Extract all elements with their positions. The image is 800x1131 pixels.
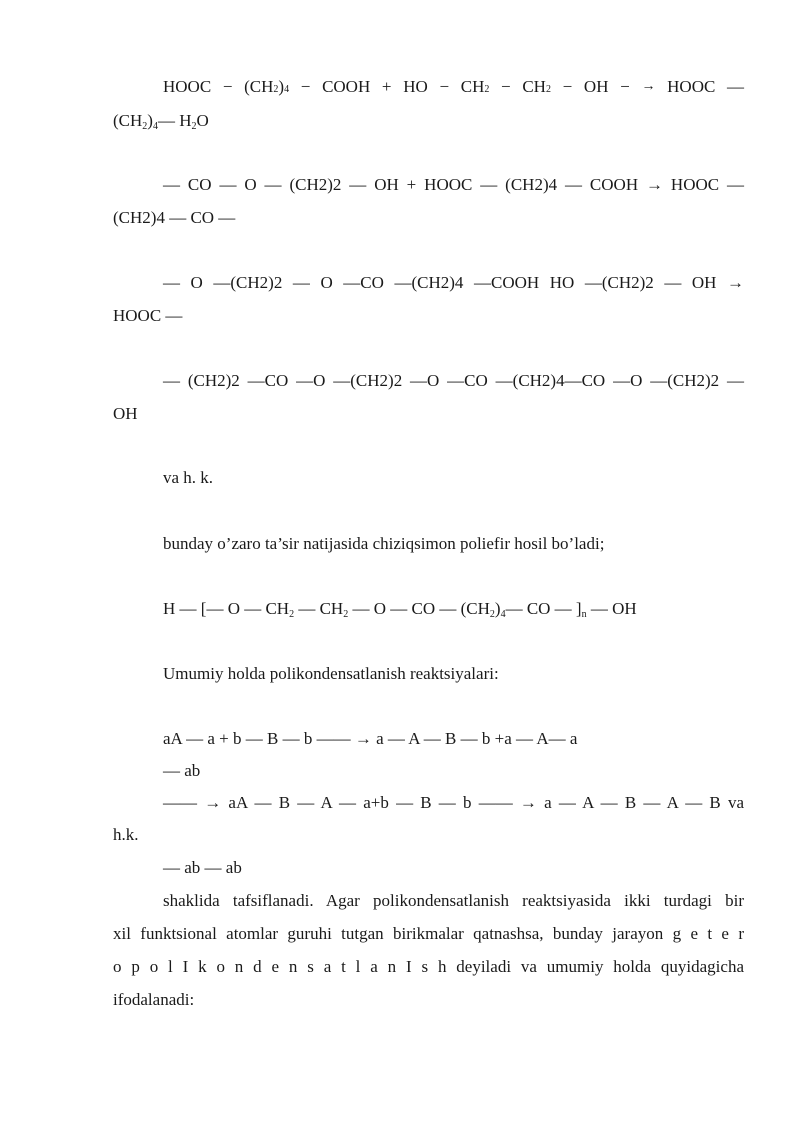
paragraph-line-1: shaklida tafsiflanadi. Agar polikondensatlanish reaktsiyasida ikki turdagi bir <box>163 891 744 910</box>
sentence-general-reactions: Umumiy holda polikondensatlanish reaktsiyalari: <box>163 664 499 683</box>
paragraph-line-3: o p o l I k o n d e n s a t l a n I s h deyiladi va umumiy holda quyidagicha <box>113 957 744 976</box>
equation-3-line-1: — O —(CH2)2 — O —CO —(CH2)4 —COOH HO —(CH2)2 — OH → <box>163 273 744 292</box>
sentence-linear-polyester: bunday o’zaro ta’sir natijasida chiziqsimon poliefir hosil bo’ladi; <box>163 534 605 553</box>
general-reaction-2: —— → aA — B — A — a+b — B — b —— → a — A — B — A — B va <box>163 793 744 812</box>
general-reaction-1-byproduct: — ab <box>163 761 201 780</box>
paragraph-line-2: xil funktsional atomlar guruhi tutgan birikmalar qatnashsa, bunday jarayon g e t e r <box>113 924 744 943</box>
general-reaction-1: aA — a + b — B — b —— → a — A — B — b +a — A— a <box>163 729 578 748</box>
general-reaction-2-byproduct: — ab — ab <box>163 858 242 877</box>
equation-1-line-2: $(CH_2)_4—$ $H_2O$ <box>113 111 209 132</box>
equation-1-line-1: HOOC − (CH 2 ) 4 − COOH + HO − CH 2 − CH 2 − OH − → HOOC — <box>163 77 744 96</box>
equation-4-line-1: — (CH2)2 —CO —O —(CH2)2 —O —CO —(CH2)4—CO —O —(CH2)2 — <box>163 371 744 390</box>
equation-2-line-1: — CO — O — (CH2)2 — OH + HOOC — (CH2)4 — COOH → HOOC — <box>163 175 744 194</box>
equation-3-line-2: HOOC — <box>113 306 183 325</box>
general-reaction-2-continuation: h.k. <box>113 825 139 844</box>
equation-4-line-2: OH <box>113 404 138 423</box>
polymer-formula: H — [— O — $CH_2$ — $CH_2$ — O — CO — $(CH_2)_4—$ CO — ]$_n$ — OH <box>163 599 637 620</box>
etc-text: va h. k. <box>163 468 214 487</box>
equation-2-line-2: (CH2)4 — CO — <box>113 208 236 227</box>
paragraph-line-4: ifodalanadi: <box>113 990 195 1009</box>
